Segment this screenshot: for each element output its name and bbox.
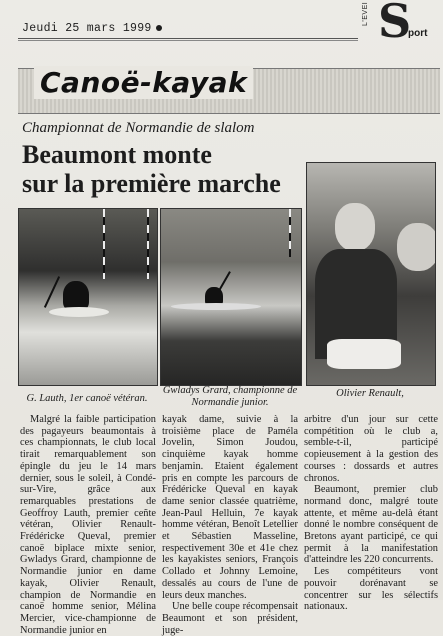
photo-canoeist-lauth [18,208,158,386]
column-2-paragraph-2: Une belle coupe récompensait Beaumont et son président, juge- [162,601,298,636]
newspaper-logo [362,0,438,48]
article-headline [22,140,281,198]
section-rubric: Canoë-kayak [34,66,253,99]
header-rule-secondary [18,40,358,41]
canoe-shape [49,307,109,317]
issue-date-text: Jeudi 25 mars 1999 [22,22,152,35]
face-shape [335,203,375,251]
column-3-paragraph-2: Beaumont, premier club normand donc, malgré toute attente, et même au-delà étant donné le nombre conséquent de Bretons ayant participé, ce qui permit à la manifestation d'atteindre les 220 concurrents. [304,484,438,566]
headline-line-2: sur la première marche [22,169,281,198]
photo-caption-1: G. Lauth, 1er canoë vétéran. [26,393,148,404]
photo-caption-3: Olivier Renault, [336,388,404,399]
logo-tail: port [408,28,428,39]
slalom-gate-pole [147,209,149,279]
kayak-shape [171,303,261,310]
photo-caption-2: Gwladys Grard, championne de Normandie junior. [162,385,298,408]
slalom-gate-pole [289,209,291,257]
bullet-icon [156,25,162,31]
column-2-paragraph-1: kayak dame, suivie à la troisième place de Paméla Jovelin, Simon Joudou, cinquième kayak homme benjamin. Etaient également pris en compte les parcours de Frédéricke Queval en kayak dame senior classée quatrième, Jean-Paul Helluin, 7e kayak homme vétéran, Benoît Letellier et Sébastien Masseline, respectivement 30e et 41e chez les kayakistes seniors, François Collado et Johnny Lemoine, dessalés au cours de l'une de leurs deux manches. [162,414,298,601]
paddle-shape [44,276,60,308]
photo-portrait-renault [306,162,436,386]
issue-date [22,22,162,35]
column-3-paragraph-1: arbitre d'un jour sur cette compétition où le club a, semble-t-il, participé copieusement à la gestion des courses : dossards et autres chronos. [304,414,438,484]
article-column-3 [304,414,438,613]
logo-letter: S [378,0,412,48]
column-1-text: Malgré la faible participation des pagayeurs beaumontais à ces championnats, le club local tirait remarquablement son épingle du jeu le 14 mars dernier, sous le soleil, à Condé-sur-Vire, grâce aux remarquables prestations de Geoffroy Lauth, premier ceñte vétéran, Olivier Renault-Frédéricke Queval, premier canoë biplace mixte senior, Gwladys Grard, championne de Normandie junior en dame kayak, Olivier Renault, champion de Normandie en canoë homme senior, Mélina Mercier, vice-championne de Normandie junior en [20,414,156,636]
slalom-gate-pole [103,209,105,279]
column-3-paragraph-3: Les compétiteurs vont pouvoir dorénavant se concentrer sur les sélectifs nationaux. [304,566,438,613]
article-column-1 [20,414,156,636]
trophy-shape [327,339,401,369]
article-kicker: Championnat de Normandie de slalom [22,120,255,136]
second-face-shape [397,223,436,271]
headline-line-1: Beaumont monte [22,140,212,169]
article-column-2 [162,414,298,636]
logo-vertical-text: L'EVEI [362,1,369,26]
header-rule [18,38,358,39]
photo-kayaker-grard [160,208,302,386]
